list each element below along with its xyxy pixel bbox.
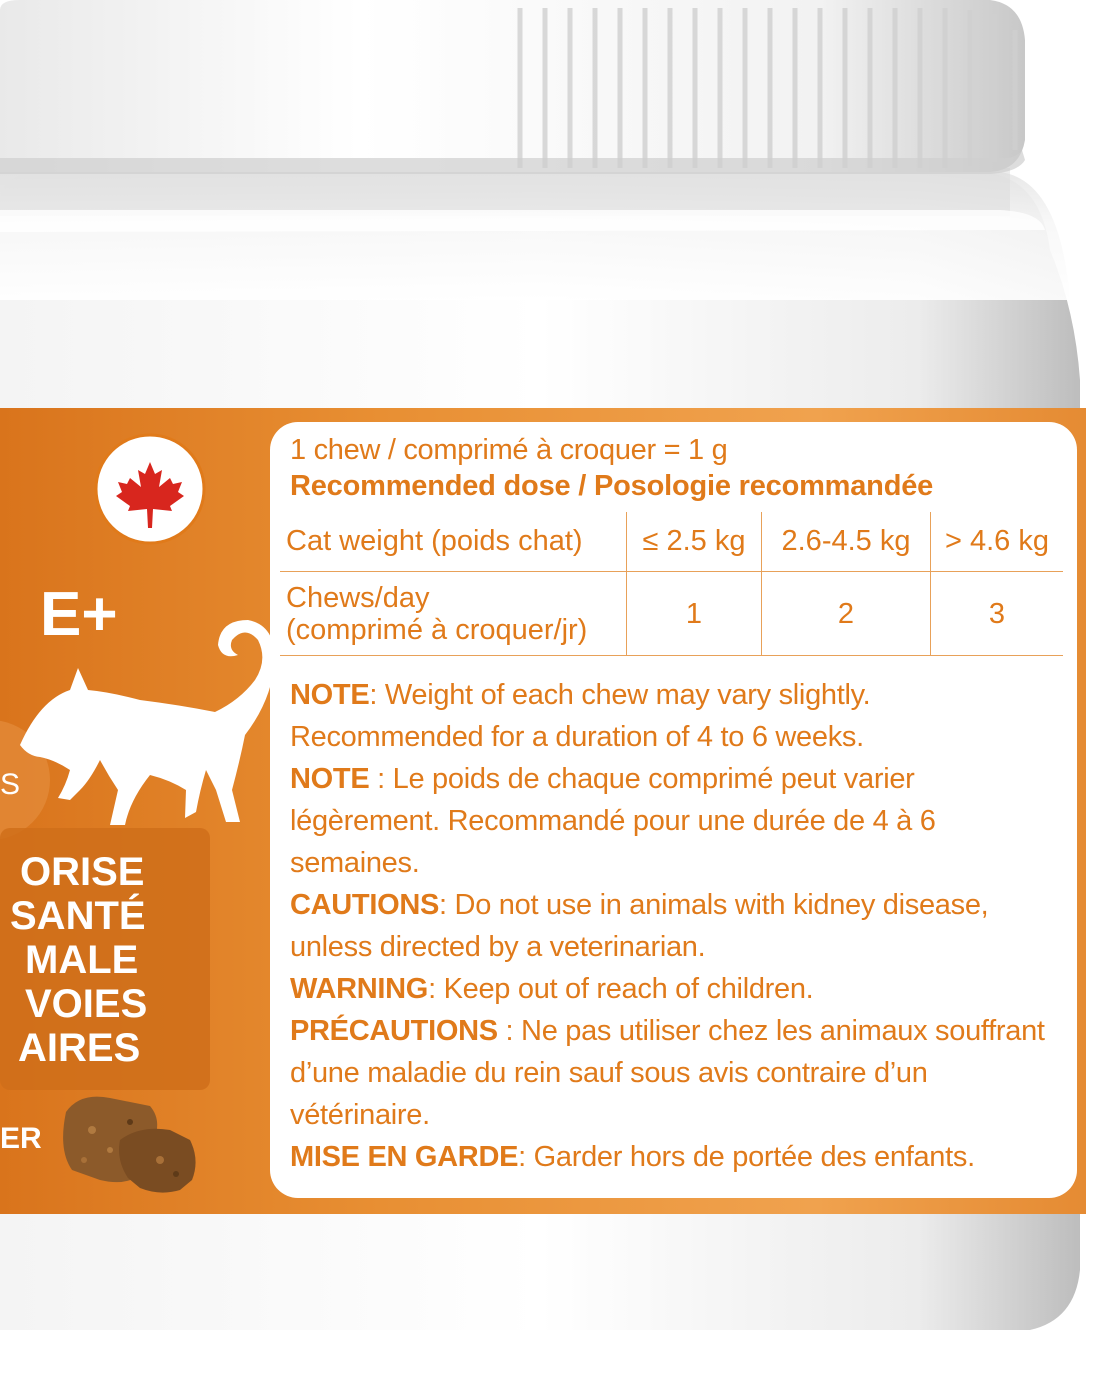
table-cell: > 4.6 kg [931,512,1064,572]
note-paragraph [290,758,1070,884]
warning-paragraph [290,968,1070,1010]
dosage-info-panel [270,422,1077,1198]
note-heading: NOTE [290,679,370,711]
table-cell: 1 [627,572,762,656]
table-row [280,512,1063,572]
mise-en-garde-paragraph [290,1136,1070,1178]
serving-size: 1 chew / comprimé à croquer = 1 g [290,434,728,466]
note-text: : Le poids de chaque comprimé peut varier légèrement. Recommandé pour une durée de 4 à 6 semaines. [290,763,936,879]
brand-s-text: S [0,768,21,801]
notes-section [290,674,1070,1178]
canada-maple-leaf-icon [96,435,204,543]
table-cell: Cat weight (poids chat) [280,512,627,572]
table-cell-line: Chews/day [286,581,430,614]
precautions-text: : Ne pas utiliser chez les animaux souffrant d’une maladie du rein sauf sous avis contraire d’un vétérinaire. [290,1015,1045,1131]
caution-paragraph [290,884,1070,968]
table-row [280,572,1063,656]
mise-en-garde-heading: MISE EN GARDE [290,1141,519,1173]
warning-heading: WARNING [290,973,429,1005]
claim-line: AIRES [18,1026,141,1070]
claim-line: ORISE [20,850,145,894]
table-cell: 2 [762,572,931,656]
table-cell [280,572,627,656]
mise-en-garde-text: : Garder hors de portée des enfants. [518,1141,975,1173]
note-paragraph [290,674,1070,758]
claim-line: MALE [25,938,139,982]
bottom-text-fragment: ER [0,1122,42,1155]
table-cell-line: (comprimé à croquer/jr) [286,613,588,646]
caution-text: : Do not use in animals with kidney disease, unless directed by a veterinarian. [290,889,989,963]
table-cell: 3 [931,572,1064,656]
dosage-table [280,512,1063,656]
claim-line: VOIES [25,982,148,1026]
note-text: : Weight of each chew may vary slightly. Recommended for a duration of 4 to 6 weeks. [290,679,871,753]
brand-text-fragment: E+ [40,580,118,649]
warning-text: : Keep out of reach of children. [428,973,814,1005]
caution-heading: CAUTIONS [290,889,440,921]
table-cell: ≤ 2.5 kg [627,512,762,572]
dose-title: Recommended dose / Posologie recommandée [290,470,934,502]
precautions-paragraph [290,1010,1070,1136]
table-cell: 2.6-4.5 kg [762,512,931,572]
note-heading: NOTE [290,763,378,795]
claim-line: SANTÉ [10,894,146,938]
precautions-heading: PRÉCAUTIONS [290,1015,506,1047]
